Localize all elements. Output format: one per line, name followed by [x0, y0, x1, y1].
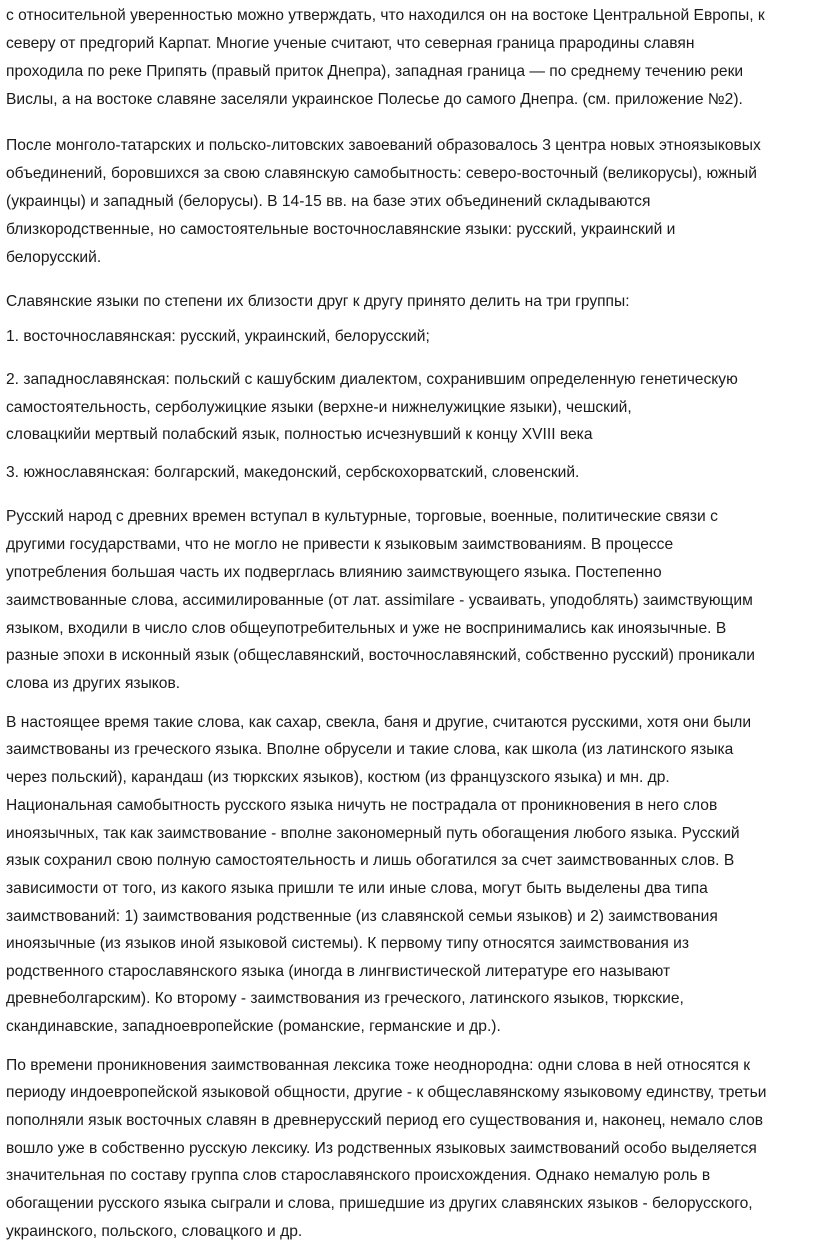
text-line: Национальная самобытность русского языка ничуть не пострадала от проникновения в него слов: [6, 797, 718, 814]
text-line: иноязычные (из языков иной языковой системы). К первому типу относятся заимствования из: [6, 935, 689, 952]
text-line: обогащении русского языка сыграли и слова, пришедшие из других славянских языков - белорусского,: [6, 1195, 753, 1212]
text-line: Славянские языки по степени их близости друг к другу принято делить на три группы:: [6, 293, 630, 310]
text-line: заимствований: 1) заимствования родственные (из славянской семьи языков) и 2) заимствования: [6, 908, 718, 925]
text-line: 3. южнославянская: болгарский, македонский, сербскохорватский, словенский.: [6, 464, 580, 481]
text-line: белорусский.: [6, 249, 102, 266]
text-line: разные эпохи в исконный язык (общеславянский, восточнославянский, собственно русский) проникали: [6, 647, 755, 664]
text-line: украинского, польского, словацкого и др.: [6, 1223, 303, 1240]
text-line: близкородственные, но самостоятельные восточнославянские языки: русский, украинский и: [6, 221, 676, 238]
text-line: Русский народ с древних времен вступал в культурные, торговые, военные, политические связи с: [6, 508, 718, 525]
text-line: зависимости от того, из какого языка пришли те или иные слова, могут быть выделены два типа: [6, 880, 708, 897]
text-line: через польский), карандаш (из тюркских языков), костюм (из французского языка) и мн. др.: [6, 769, 670, 786]
text-line: употребления большая часть их подверглась влиянию заимствующего языка. Постепенно: [6, 564, 662, 581]
text-line: По времени проникновения заимствованная лексика тоже неоднородна: одни слова в ней относятся к: [6, 1057, 751, 1074]
text-line: Вислы, а на востоке славяне заселяли украинское Полесье до самого Днепра. (см. приложение №2).: [6, 91, 743, 108]
text-line: с относительной уверенностью можно утверждать, что находился он на востоке Центральной Европы, к: [6, 7, 765, 24]
text-line: древнеболгарским). Ко второму - заимствования из греческого, латинского языков, тюркские,: [6, 990, 684, 1007]
text-line: заимствованы из греческого языка. Вполне обрусели и такие слова, как школа (из латинского языка: [6, 741, 734, 758]
text-line: самостоятельность, серболужицкие языки (верхне-и нижнелужицкие языки), чешский,: [6, 399, 632, 416]
text-line: иноязычных, так как заимствование - вполне закономерный путь обогащения любого языка. Русский: [6, 825, 740, 842]
text-line: проходила по реке Припять (правый приток Днепра), западная граница — по среднему течению реки: [6, 63, 744, 80]
text-line: северу от предгорий Карпат. Многие ученые считают, что северная граница прародины славян: [6, 35, 695, 52]
text-line: язык сохранил свою полную самостоятельность и лишь обогатился за счет заимствованных слов. В: [6, 852, 735, 869]
text-line: 1. восточнославянская: русский, украинский, белорусский;: [6, 328, 430, 345]
text-line: языком, входили в число слов общеупотребительных и уже не воспринимались как иноязычные. В: [6, 620, 727, 637]
text-line: объединений, боровшихся за свою славянскую самобытность: северо-восточный (великорусы), южный: [6, 165, 757, 182]
text-line: В настоящее время такие слова, как сахар, свекла, баня и другие, считаются русскими, хотя они были: [6, 714, 752, 731]
text-line: словацкийи мертвый полабский язык, полностью исчезнувший к концу XVIII века: [6, 426, 593, 443]
text-line: пополняли язык восточных славян в древнерусский период его существования и, наконец, немало слов: [6, 1112, 764, 1129]
text-line: После монголо-татарских и польско-литовских завоеваний образовалось 3 центра новых этноязыковых: [6, 137, 761, 154]
text-line: 2. западнославянская: польский с кашубским диалектом, сохранившим определенную генетическую: [6, 371, 738, 388]
text-line: слова из других языков.: [6, 675, 181, 692]
text-line: периоду индоевропейской языковой общности, другие - к общеславянскому языковому единству, третьи: [6, 1084, 767, 1101]
text-line: вошло уже в собственно русскую лексику. Из родственных языковых заимствований особо выделяется: [6, 1140, 757, 1157]
text-line: значительная по составу группа слов старославянского происхождения. Однако немалую роль в: [6, 1167, 711, 1184]
text-line: (украинцы) и западный (белорусы). В 14-15 вв. на базе этих объединений складываются: [6, 193, 651, 210]
text-line: заимствованные слова, ассимилированные (от лат. assimilare - усваивать, уподоблять) заимствующим: [6, 592, 753, 609]
text-line: другими государствами, что не могло не привести к языковым заимствованиям. В процессе: [6, 536, 674, 553]
text-line: родственного старославянского языка (иногда в лингвистической литературе его называют: [6, 963, 671, 980]
text-line: скандинавские, западноевропейские (романские, германские и др.).: [6, 1018, 501, 1035]
